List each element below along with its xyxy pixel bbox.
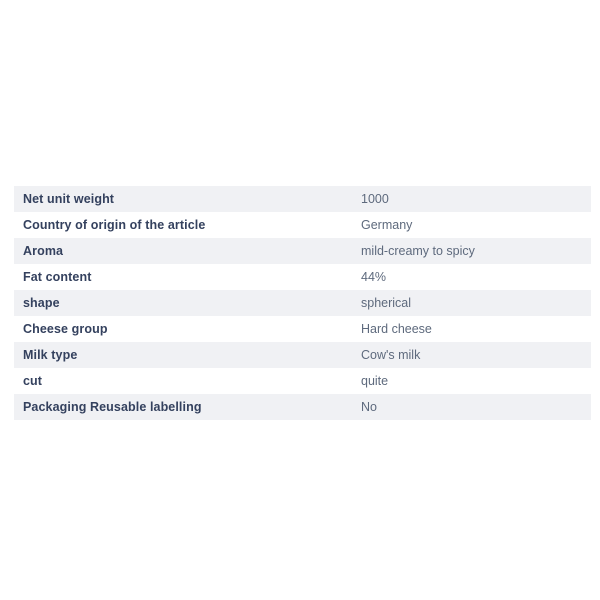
product-attributes-table — [14, 186, 591, 420]
table-row — [14, 394, 591, 420]
table-row — [14, 238, 591, 264]
table-row — [14, 316, 591, 342]
attribute-label: Aroma — [23, 244, 64, 258]
attribute-value: No — [361, 400, 377, 414]
attribute-value: Germany — [361, 218, 413, 232]
attribute-label: Cheese group — [23, 322, 108, 336]
attribute-label: Country of origin of the article — [23, 218, 206, 232]
attribute-label: Packaging Reusable labelling — [23, 400, 202, 414]
attribute-value: quite — [361, 374, 389, 388]
attribute-value: mild-creamy to spicy — [361, 244, 475, 258]
table-row — [14, 368, 591, 394]
attribute-value: Hard cheese — [361, 322, 432, 336]
table-row — [14, 342, 591, 368]
table-row — [14, 264, 591, 290]
table-row — [14, 186, 591, 212]
attribute-label: Fat content — [23, 270, 92, 284]
table-row — [14, 290, 591, 316]
attribute-label: cut — [23, 374, 43, 388]
attribute-value: spherical — [361, 296, 412, 310]
attribute-label: Net unit weight — [23, 192, 115, 206]
attribute-value: 44% — [361, 270, 387, 284]
attribute-label: Milk type — [23, 348, 78, 362]
table-row — [14, 212, 591, 238]
attribute-value: 1000 — [361, 192, 389, 206]
attribute-value: Cow's milk — [361, 348, 421, 362]
attribute-label: shape — [23, 296, 60, 310]
